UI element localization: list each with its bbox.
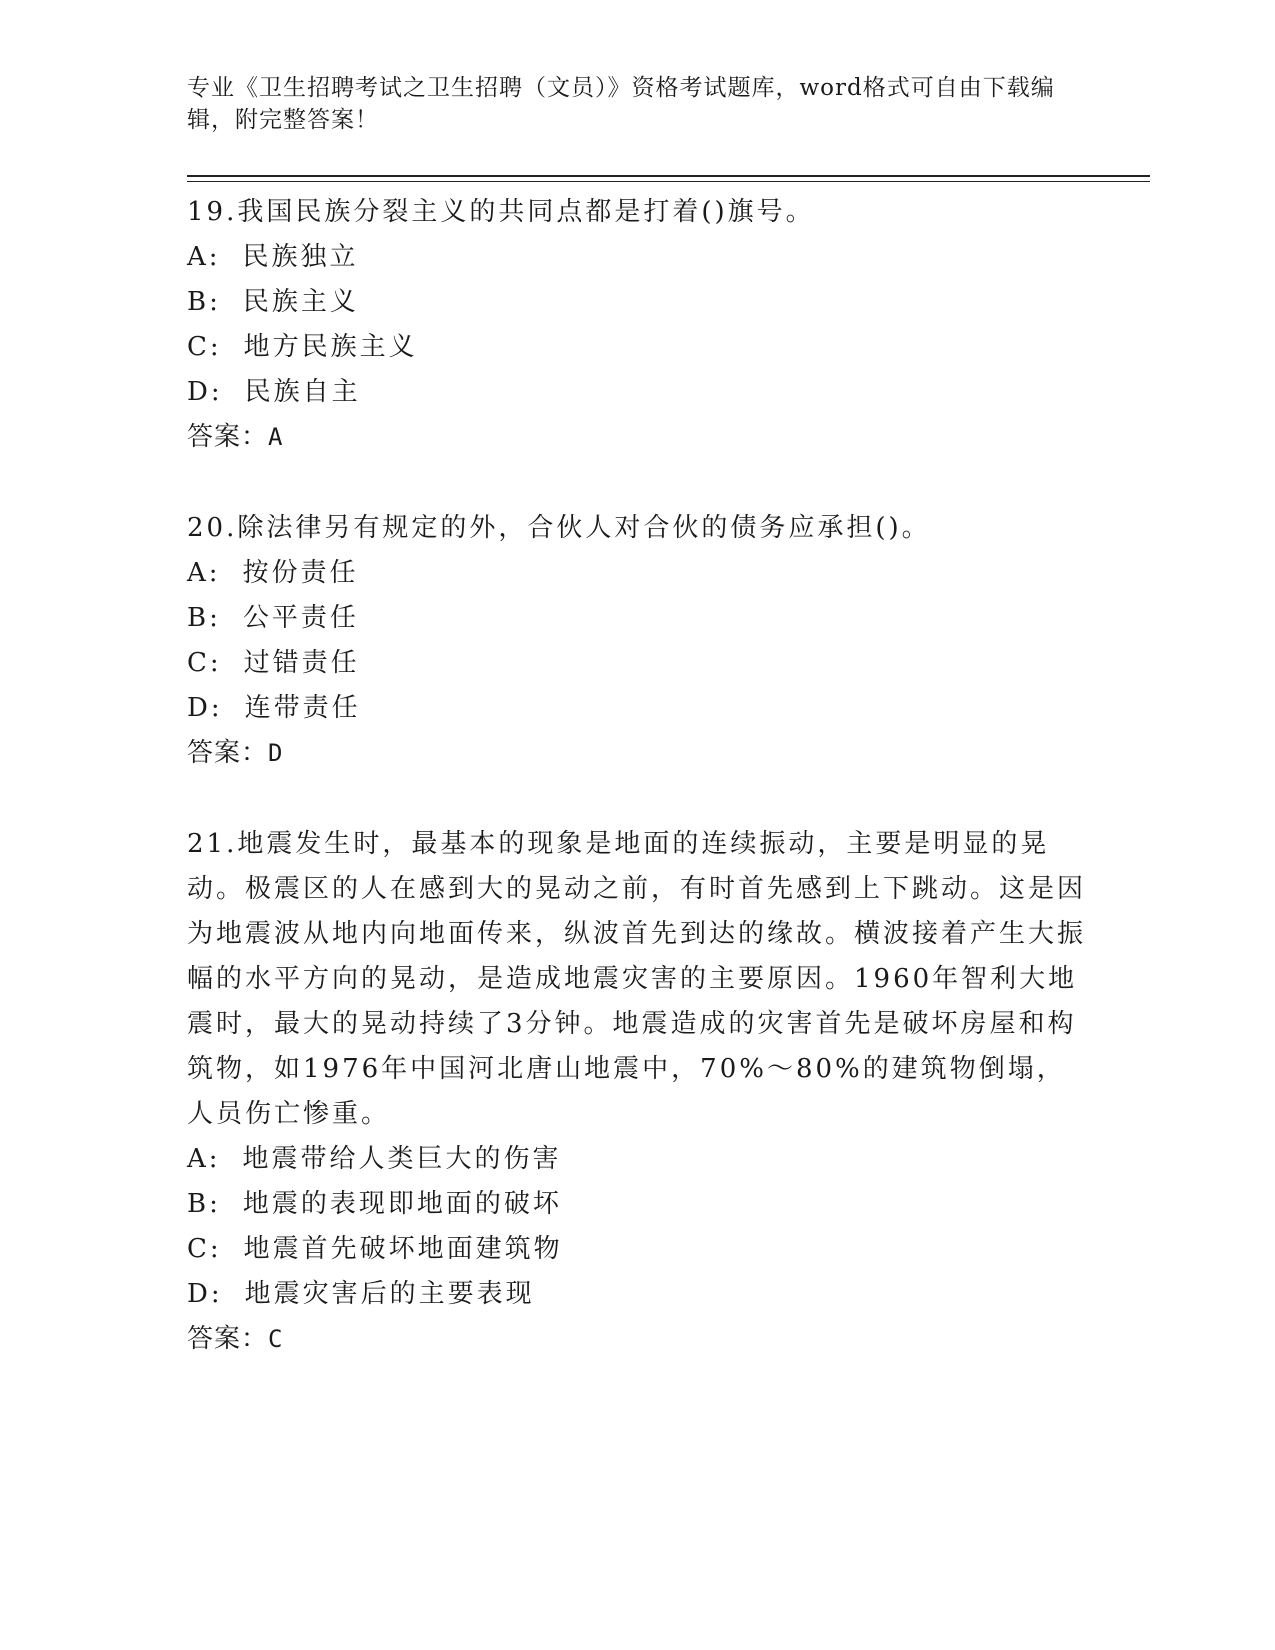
option-a bbox=[187, 551, 1087, 596]
answer-line bbox=[187, 415, 1087, 460]
option-b bbox=[187, 596, 1087, 641]
option-d bbox=[187, 370, 1087, 415]
question-20 bbox=[187, 506, 1087, 776]
option-a bbox=[187, 235, 1087, 280]
question-text: 20.除法律另有规定的外，合伙人对合伙的债务应承担()。 bbox=[187, 513, 931, 543]
option-letter: B: bbox=[187, 287, 221, 317]
answer-label: 答案： bbox=[187, 738, 269, 768]
answer-line bbox=[187, 731, 1087, 776]
answer-label: 答案： bbox=[187, 1324, 269, 1354]
option-text: 地方民族主义 bbox=[243, 332, 418, 362]
header-rule-thick bbox=[187, 175, 1150, 177]
option-text: 民族主义 bbox=[242, 287, 359, 317]
question-text: 19.我国民族分裂主义的共同点都是打着()旗号。 bbox=[187, 197, 815, 227]
question-list bbox=[187, 190, 1087, 1408]
header-rule-thin bbox=[187, 181, 1150, 182]
option-text: 民族独立 bbox=[242, 242, 359, 272]
option-d bbox=[187, 686, 1087, 731]
option-letter: A: bbox=[187, 1144, 221, 1174]
option-letter: D: bbox=[187, 1279, 223, 1309]
option-text: 民族自主 bbox=[244, 377, 361, 407]
answer-line bbox=[187, 1317, 1087, 1362]
option-letter: B: bbox=[187, 603, 221, 633]
question-21 bbox=[187, 822, 1087, 1362]
option-letter: D: bbox=[187, 377, 223, 407]
option-b bbox=[187, 1182, 1087, 1227]
option-text: 地震灾害后的主要表现 bbox=[244, 1279, 535, 1309]
option-c bbox=[187, 1227, 1087, 1272]
option-text: 过错责任 bbox=[243, 648, 360, 678]
option-text: 连带责任 bbox=[244, 693, 361, 723]
option-letter: B: bbox=[187, 1189, 221, 1219]
option-b bbox=[187, 280, 1087, 325]
option-d bbox=[187, 1272, 1087, 1317]
answer-value: C bbox=[268, 1325, 284, 1353]
answer-value: A bbox=[268, 423, 284, 451]
option-text: 按份责任 bbox=[242, 558, 359, 588]
question-19 bbox=[187, 190, 1087, 460]
option-text: 公平责任 bbox=[242, 603, 359, 633]
option-text: 地震的表现即地面的破坏 bbox=[242, 1189, 562, 1219]
option-a bbox=[187, 1137, 1087, 1182]
option-letter: A: bbox=[187, 242, 221, 272]
answer-label: 答案： bbox=[187, 422, 269, 452]
option-letter: C: bbox=[187, 1234, 222, 1264]
answer-value: D bbox=[268, 739, 284, 767]
option-text: 地震首先破坏地面建筑物 bbox=[243, 1234, 563, 1264]
option-c bbox=[187, 325, 1087, 370]
option-letter: D: bbox=[187, 693, 223, 723]
option-text: 地震带给人类巨大的伤害 bbox=[242, 1144, 562, 1174]
option-letter: A: bbox=[187, 558, 221, 588]
option-c bbox=[187, 641, 1087, 686]
option-letter: C: bbox=[187, 332, 222, 362]
option-letter: C: bbox=[187, 648, 222, 678]
question-text: 21.地震发生时，最基本的现象是地面的连续振动，主要是明显的晃动。极震区的人在感到大的晃动之前，有时首先感到上下跳动。这是因为地震波从地内向地面传来，纵波首先到达的缘故。横波接着产生大振幅的水平方向的晃动，是造成地震灾害的主要原因。1960年智利大地震时，最大的晃动持续了3分钟。地震造成的灾害首先是破坏房屋和构筑物，如1976年中国河北唐山地震中，70%～80%的建筑物倒塌，人员伤亡惨重。 bbox=[187, 829, 1087, 1129]
document-header: 专业《卫生招聘考试之卫生招聘（文员）》资格考试题库，word格式可自由下载编辑，附完整答案！ bbox=[187, 75, 1055, 133]
